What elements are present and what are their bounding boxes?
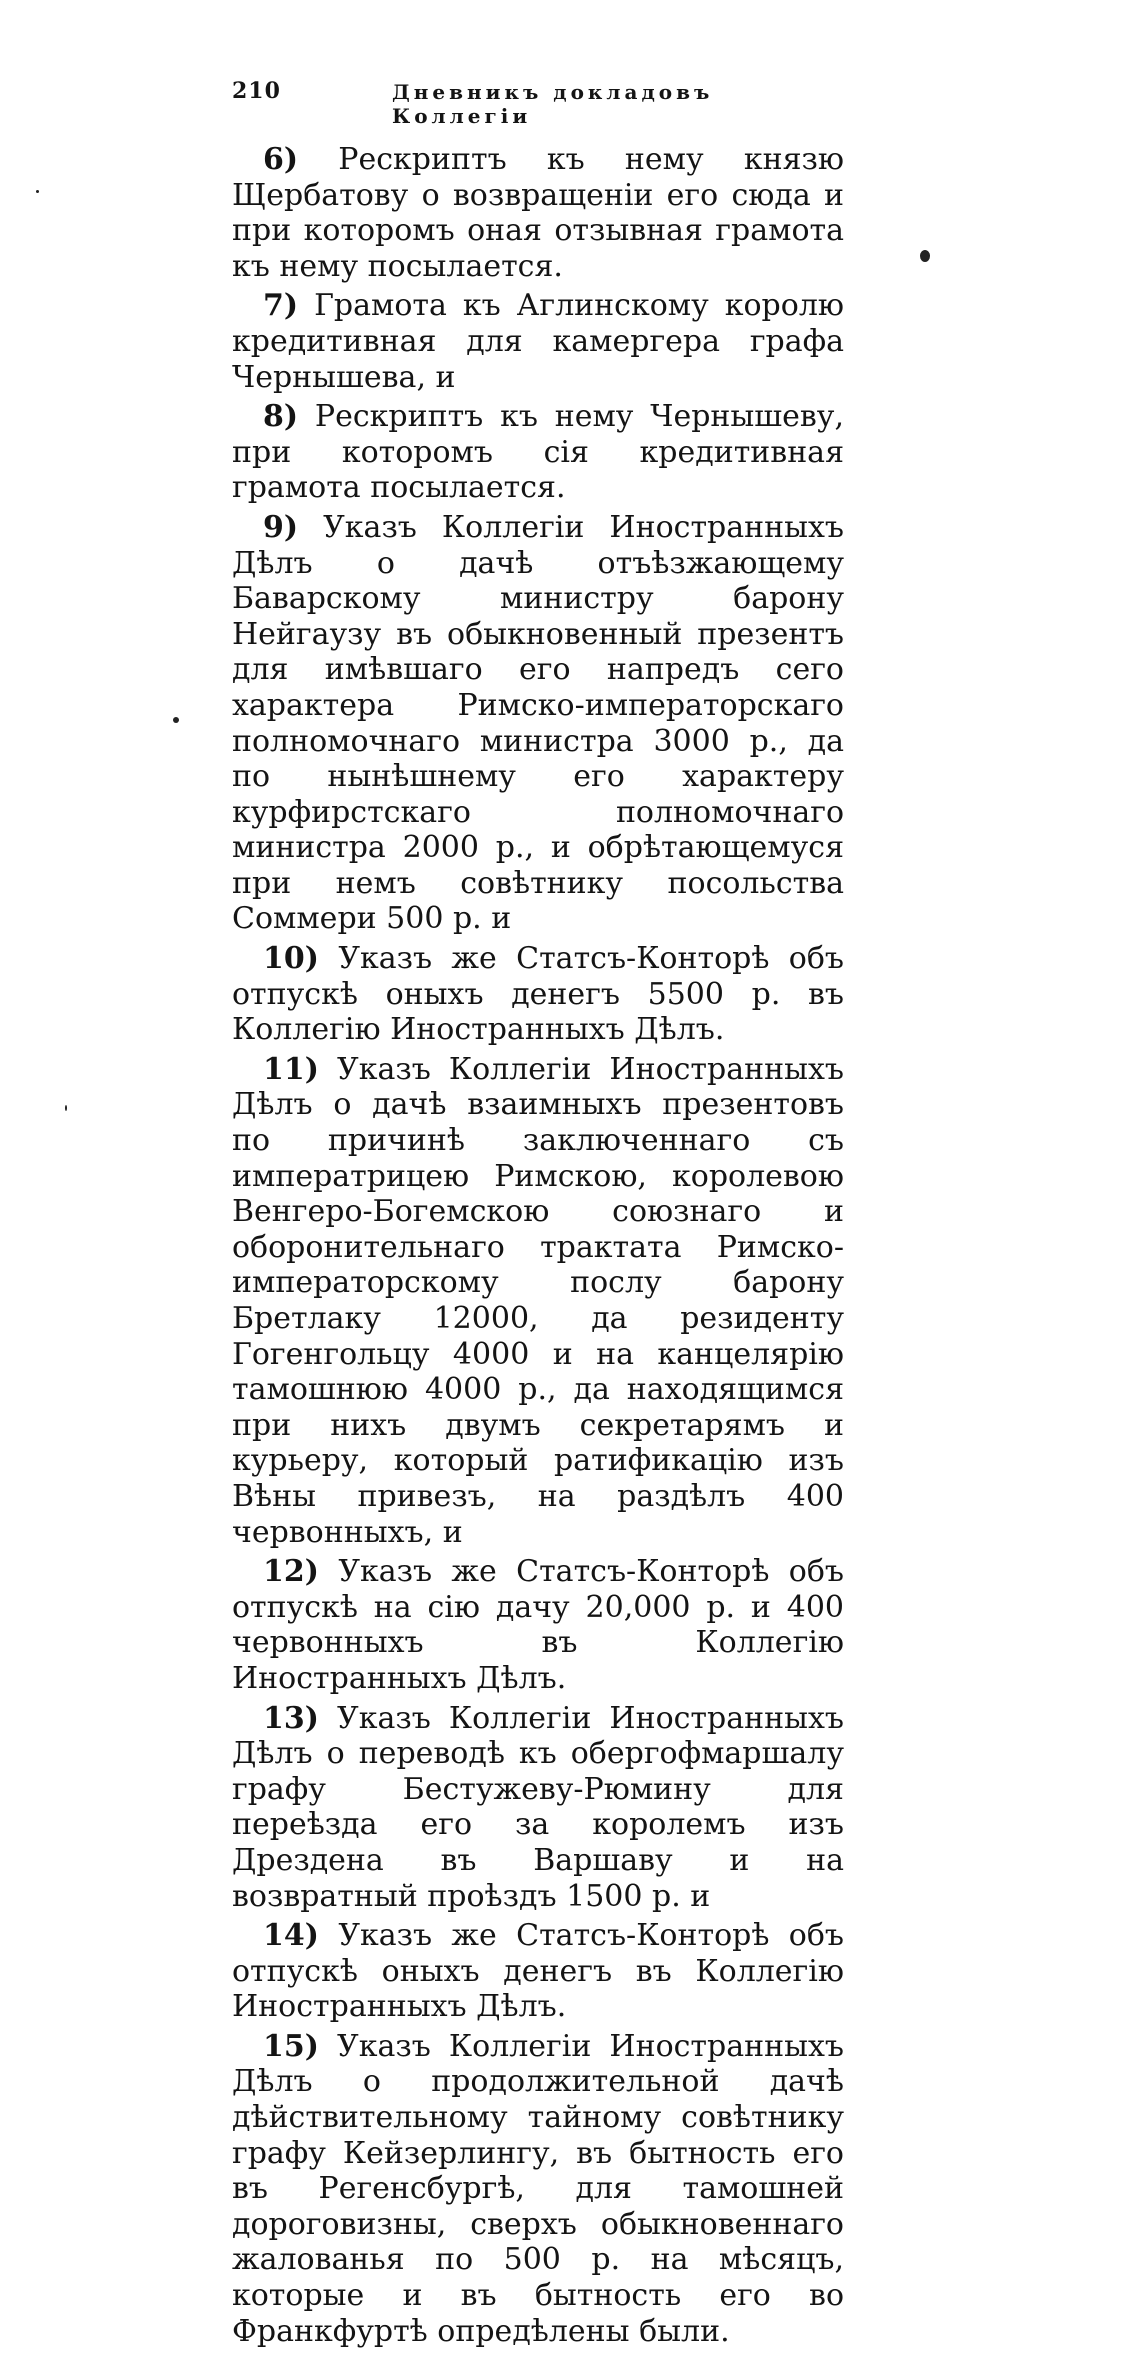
entry-6 <box>232 142 844 284</box>
entry-text: Указъ Коллегіи Иностранныхъ Дѣлъ о продолжительной дачѣ дѣйствительному тайному совѣтнику графу Кейзерлингу, въ бытность его въ Регенсбургѣ, для тамошней дороговизны, сверхъ обыкновеннаго жалованья по 500 р. на мѣсяцъ, которые и въ бытность его во Франкфуртѣ опредѣлены были. <box>232 2028 844 2349</box>
entry-14 <box>232 1918 844 2025</box>
body-text <box>232 142 844 2353</box>
entry-number: 7) <box>263 288 299 324</box>
entry-13 <box>232 1701 844 1915</box>
entry-text: Указъ же Статсъ-Конторѣ объ отпускѣ на сію дачу 20,000 р. и 400 червонныхъ въ Коллегію Иностранныхъ Дѣлъ. <box>232 1554 844 1696</box>
entry-text: Указъ Коллегіи Иностранныхъ Дѣлъ о дачѣ взаимныхъ презентовъ по причинѣ заключеннаго съ императрицею Римскою, королевою Венгеро-Богемскою союзнаго и оборонительнаго трактата Римско-императорскому послу барону Бретлаку 12000, да резиденту Гогенгольцу 4000 и на канцелярію тамошнюю 4000 р., да находящимся при нихъ двумъ секретарямъ и курьеру, который ратификацію изъ Вѣны привезъ, на раздѣлъ 400 червонныхъ, и <box>232 1051 844 1550</box>
entry-number: 8) <box>263 399 299 435</box>
entry-number: 14) <box>263 1918 319 1954</box>
running-title: Дневникъ докладовъ Коллегіи <box>392 80 714 128</box>
scan-speck <box>36 190 39 193</box>
scan-speck <box>920 250 930 262</box>
scan-speck <box>65 1105 67 1111</box>
entry-number: 13) <box>263 1700 319 1736</box>
page-number: 210 <box>232 78 281 104</box>
entry-number: 6) <box>263 142 299 177</box>
entry-number: 15) <box>263 2028 319 2064</box>
entry-10 <box>232 941 844 1048</box>
entry-7 <box>232 288 844 395</box>
entry-9 <box>232 510 844 937</box>
entry-number: 12) <box>263 1554 319 1590</box>
entry-15 <box>232 2029 844 2349</box>
entry-12 <box>232 1554 844 1696</box>
entry-text: Указъ же Статсъ-Конторѣ объ отпускѣ оныхъ денегъ 5500 р. въ Коллегію Иностранныхъ Дѣлъ. <box>232 941 844 1048</box>
entry-number: 11) <box>263 1051 319 1087</box>
entry-text: Указъ Коллегіи Иностранныхъ Дѣлъ о переводѣ къ обергофмаршалу графу Бестужеву-Рюмину для переѣзда его за королемъ изъ Дрездена въ Варшаву и на возвратный проѣздъ 1500 р. и <box>232 1700 844 1914</box>
entry-text: Рескриптъ къ нему князю Щербатову о возвращеніи его сюда и при которомъ оная отзывная грамота къ нему посылается. <box>232 142 845 284</box>
entry-text: Указъ Коллегіи Иностранныхъ Дѣлъ о дачѣ отъѣзжающему Баварскому министру барону Нейгаузу въ обыкновенный презентъ для имѣвшаго его напредъ сего характера Римско-императорскаго полномочнаго министра 3000 р., да по нынѣшнему его характеру курфирстскаго полномочнаго министра 2000 р., и обрѣтающемуся при немъ совѣтнику посольства Соммери 500 р. и <box>232 509 844 937</box>
entry-text: Указъ же Статсъ-Конторѣ объ отпускѣ оныхъ денегъ въ Коллегію Иностранныхъ Дѣлъ. <box>232 1918 844 2025</box>
page-header <box>232 78 844 128</box>
entry-number: 10) <box>263 941 319 977</box>
entry-11 <box>232 1052 844 1550</box>
entry-8 <box>232 399 844 506</box>
entry-number: 9) <box>263 509 299 545</box>
entry-text: Рескриптъ къ нему Чернышеву, при которомъ сія кредитивная грамота посылается. <box>232 399 844 506</box>
scan-speck <box>173 717 179 723</box>
entry-text: Грамота къ Аглинскому королю кредитивная для камергера графа Чернышева, и <box>232 288 844 395</box>
